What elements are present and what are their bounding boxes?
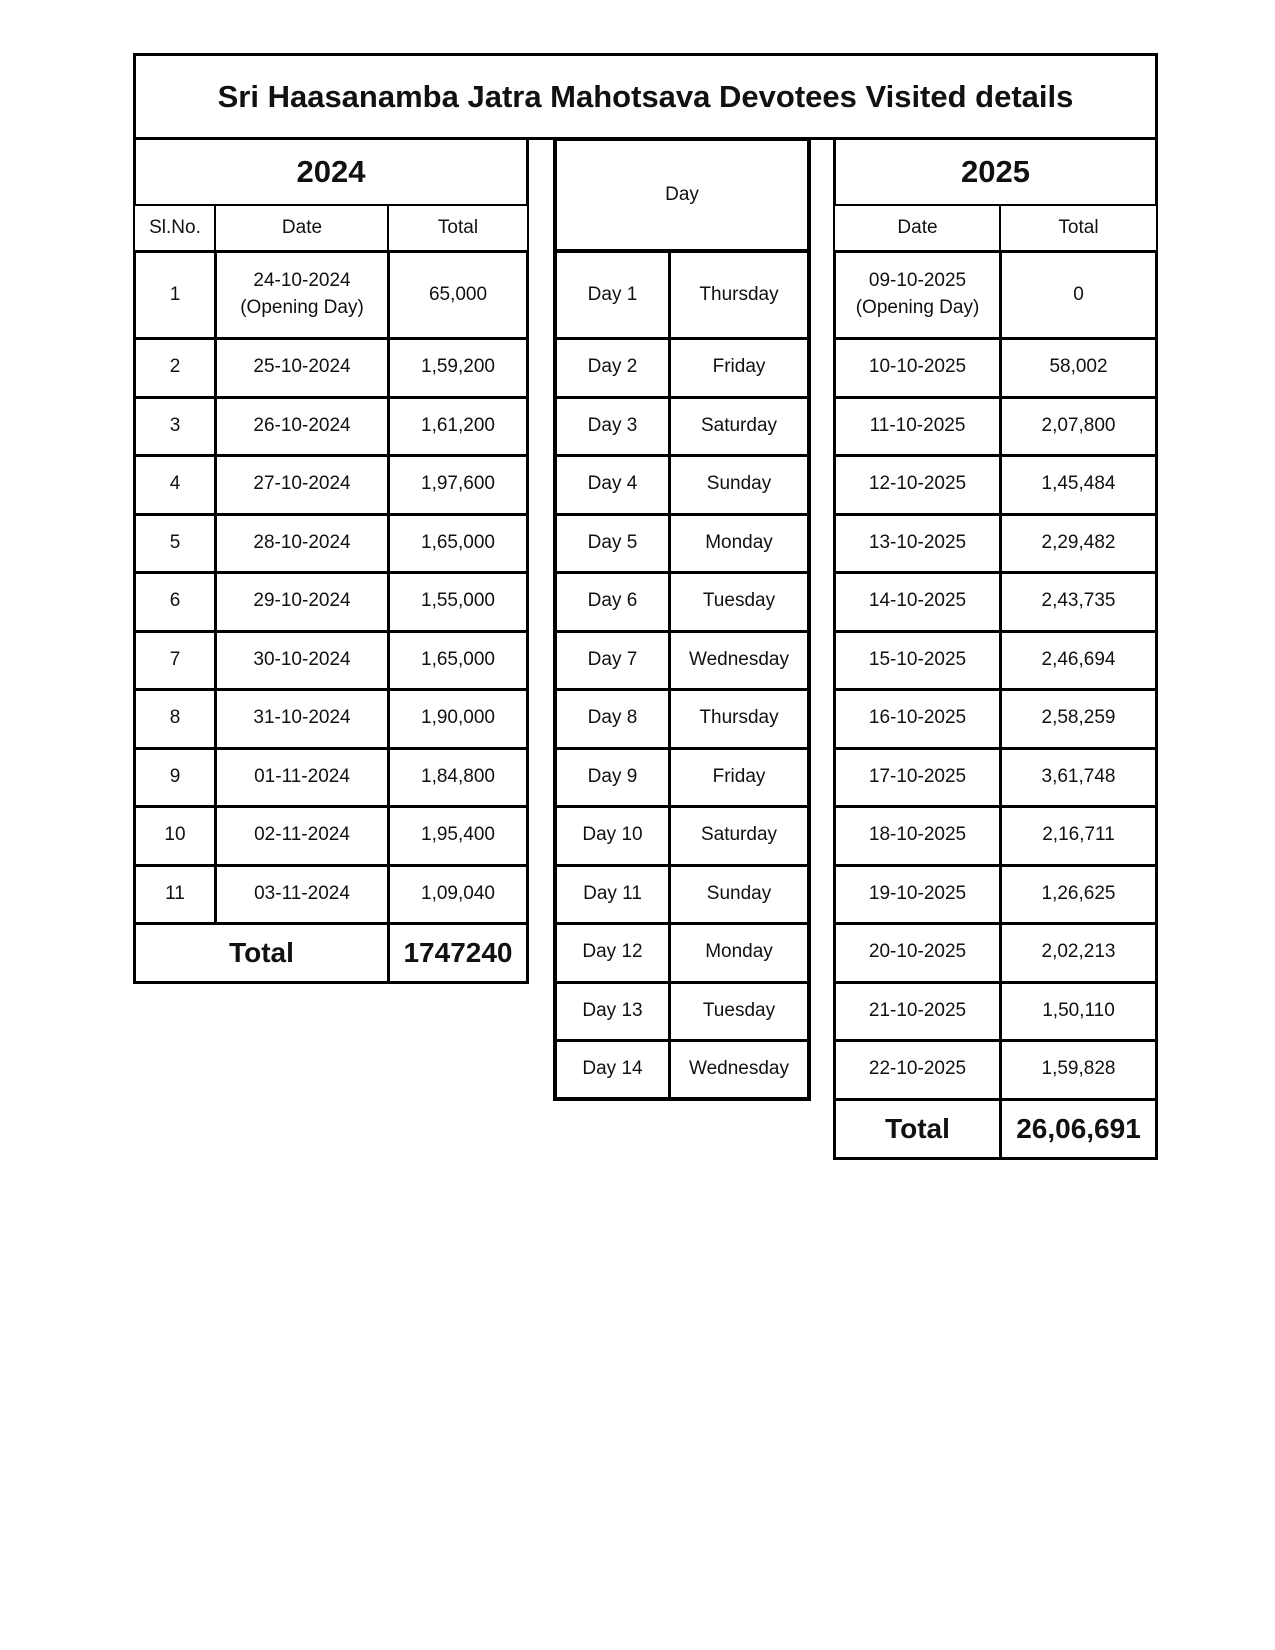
date-cell — [214, 454, 390, 516]
total-cell: 58,002 — [999, 337, 1158, 399]
date-text: 12-10-2025 — [868, 473, 967, 495]
day-number-cell: Day 5 — [553, 513, 671, 575]
total-cell: 2,07,800 — [999, 396, 1158, 458]
weekday-cell: Monday — [668, 922, 811, 984]
total-cell: 1,97,600 — [387, 454, 529, 516]
date-cell — [214, 805, 390, 867]
date-cell — [214, 250, 390, 340]
date-cell — [833, 396, 1002, 458]
date-text: 22-10-2025 — [868, 1058, 967, 1080]
total-cell: 2,29,482 — [999, 513, 1158, 575]
total-cell: 1,45,484 — [999, 454, 1158, 516]
date-cell — [833, 922, 1002, 984]
date-cell — [833, 571, 1002, 633]
date-text: 13-10-2025 — [868, 531, 967, 553]
total-cell: 2,46,694 — [999, 630, 1158, 692]
date-cell — [833, 454, 1002, 516]
day-number-cell: Day 9 — [553, 747, 671, 809]
date-cell — [833, 747, 1002, 809]
total-cell: 1,90,000 — [387, 688, 529, 750]
col-header-total-2024: Total — [387, 204, 529, 252]
date-cell — [833, 864, 1002, 926]
date-cell — [833, 337, 1002, 399]
date-cell — [833, 688, 1002, 750]
slno-cell: 6 — [133, 571, 217, 633]
slno-cell: 9 — [133, 747, 217, 809]
date-text: 14-10-2025 — [868, 590, 967, 612]
opening-day-note: (Opening Day) — [240, 297, 364, 318]
total-cell: 1,09,040 — [387, 864, 529, 926]
total-cell: 2,58,259 — [999, 688, 1158, 750]
slno-cell: 5 — [133, 513, 217, 575]
date-text: 27-10-2024 — [253, 473, 351, 495]
date-cell — [833, 1039, 1002, 1101]
weekday-cell: Wednesday — [668, 1039, 811, 1101]
day-number-cell: Day 12 — [553, 922, 671, 984]
slno-cell: 1 — [133, 250, 217, 340]
total-cell: 0 — [999, 250, 1158, 340]
date-text: 19-10-2025 — [868, 882, 967, 904]
year-2024-header: 2024 — [133, 137, 529, 207]
date-text: 01-11-2024 — [254, 765, 350, 787]
slno-cell: 10 — [133, 805, 217, 867]
date-text: 03-11-2024 — [254, 882, 350, 904]
date-cell — [214, 747, 390, 809]
col-header-total-2025: Total — [999, 204, 1158, 252]
day-number-cell: Day 11 — [553, 864, 671, 926]
total-cell: 2,02,213 — [999, 922, 1158, 984]
weekday-cell: Tuesday — [668, 981, 811, 1043]
date-cell — [833, 630, 1002, 692]
total-label-2024: Total — [133, 922, 390, 984]
day-number-cell: Day 6 — [553, 571, 671, 633]
total-cell: 1,59,828 — [999, 1039, 1158, 1101]
col-header-date-2025: Date — [833, 204, 1002, 252]
day-number-cell: Day 13 — [553, 981, 671, 1043]
weekday-cell: Friday — [668, 337, 811, 399]
date-text: 16-10-2025 — [868, 707, 967, 729]
date-text: 10-10-2025 — [868, 356, 967, 378]
year-2025-header: 2025 — [833, 137, 1158, 207]
date-cell — [833, 250, 1002, 340]
weekday-cell: Friday — [668, 747, 811, 809]
col-header-slno-2024: Sl.No. — [133, 204, 217, 252]
weekday-cell: Thursday — [668, 688, 811, 750]
weekday-cell: Tuesday — [668, 571, 811, 633]
day-number-cell: Day 2 — [553, 337, 671, 399]
date-text: 31-10-2024 — [253, 707, 351, 729]
weekday-cell: Saturday — [668, 396, 811, 458]
slno-cell: 7 — [133, 630, 217, 692]
slno-cell: 8 — [133, 688, 217, 750]
date-text: 15-10-2025 — [868, 648, 967, 670]
total-cell: 1,50,110 — [999, 981, 1158, 1043]
date-cell — [214, 688, 390, 750]
date-text: 28-10-2024 — [253, 531, 351, 553]
date-cell — [833, 805, 1002, 867]
slno-cell: 2 — [133, 337, 217, 399]
total-cell: 1,65,000 — [387, 630, 529, 692]
date-text: 18-10-2025 — [868, 824, 967, 846]
slno-cell: 4 — [133, 454, 217, 516]
date-text: 30-10-2024 — [253, 648, 351, 670]
total-cell: 3,61,748 — [999, 747, 1158, 809]
total-cell: 65,000 — [387, 250, 529, 340]
weekday-cell: Thursday — [668, 250, 811, 340]
date-cell — [214, 337, 390, 399]
page-title: Sri Haasanamba Jatra Mahotsava Devotees Visited details — [133, 53, 1158, 140]
total-value-2025: 26,06,691 — [999, 1098, 1158, 1160]
total-cell: 1,65,000 — [387, 513, 529, 575]
total-cell: 1,55,000 — [387, 571, 529, 633]
date-text: 26-10-2024 — [253, 414, 351, 436]
col-header-date-2024: Date — [214, 204, 390, 252]
total-cell: 1,61,200 — [387, 396, 529, 458]
slno-cell: 11 — [133, 864, 217, 926]
day-number-cell: Day 1 — [553, 250, 671, 340]
weekday-cell: Wednesday — [668, 630, 811, 692]
day-number-cell: Day 3 — [553, 396, 671, 458]
date-cell — [214, 513, 390, 575]
total-cell: 1,26,625 — [999, 864, 1158, 926]
day-number-cell: Day 14 — [553, 1039, 671, 1101]
day-header: Day — [553, 137, 811, 253]
date-cell — [214, 571, 390, 633]
date-text: 24-10-2024 — [253, 270, 351, 292]
date-text: 21-10-2025 — [868, 999, 967, 1021]
total-value-2024: 1747240 — [387, 922, 529, 984]
day-number-cell: Day 10 — [553, 805, 671, 867]
date-cell — [833, 513, 1002, 575]
day-number-cell: Day 8 — [553, 688, 671, 750]
day-number-cell: Day 4 — [553, 454, 671, 516]
total-label-2025: Total — [833, 1098, 1002, 1160]
total-cell: 1,95,400 — [387, 805, 529, 867]
date-text: 29-10-2024 — [253, 590, 351, 612]
date-cell — [214, 396, 390, 458]
slno-cell: 3 — [133, 396, 217, 458]
date-text: 20-10-2025 — [868, 941, 967, 963]
opening-day-note: (Opening Day) — [855, 297, 980, 318]
day-number-cell: Day 7 — [553, 630, 671, 692]
total-cell: 2,16,711 — [999, 805, 1158, 867]
weekday-cell: Sunday — [668, 454, 811, 516]
date-text: 02-11-2024 — [254, 824, 350, 846]
weekday-cell: Sunday — [668, 864, 811, 926]
weekday-cell: Monday — [668, 513, 811, 575]
date-text: 11-10-2025 — [869, 414, 966, 436]
date-cell — [214, 630, 390, 692]
total-cell: 1,84,800 — [387, 747, 529, 809]
total-cell: 1,59,200 — [387, 337, 529, 399]
weekday-cell: Saturday — [668, 805, 811, 867]
date-cell — [833, 981, 1002, 1043]
date-text: 25-10-2024 — [253, 356, 351, 378]
date-text: 09-10-2025 — [868, 270, 967, 292]
date-cell — [214, 864, 390, 926]
date-text: 17-10-2025 — [868, 765, 967, 787]
total-cell: 2,43,735 — [999, 571, 1158, 633]
